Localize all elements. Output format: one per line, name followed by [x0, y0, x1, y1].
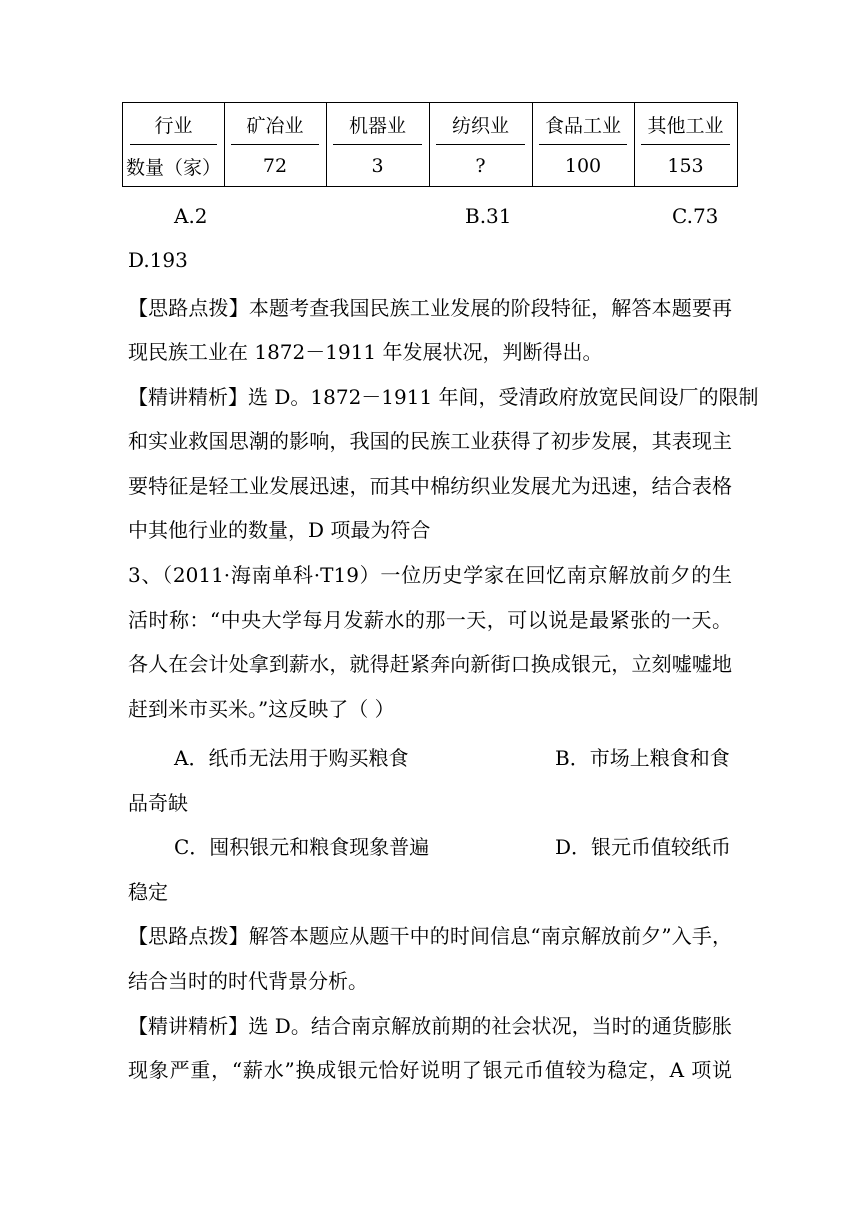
- analysis-line: 【思路点拨】本题考查我国民族工业发展的阶段特征，解答本题要再: [128, 296, 732, 320]
- cell-text: 100: [564, 155, 602, 177]
- header-text: 其他工业: [647, 114, 724, 137]
- table-cell: [429, 145, 532, 187]
- option-a: A．纸币无法用于购买粮食: [174, 746, 409, 770]
- option-d-continued: 稳定: [128, 880, 168, 904]
- table-cell: [532, 145, 634, 187]
- explanation-line: 中其他行业的数量，D 项最为符合: [128, 518, 431, 542]
- option-b: B．市场上粮食和食: [555, 746, 730, 770]
- table-cell: [326, 145, 429, 187]
- table-header-cell: [123, 103, 224, 145]
- table-cell: [123, 145, 224, 187]
- industry-table: [122, 102, 738, 187]
- option-d: D.193: [128, 248, 188, 272]
- analysis-line: 【思路点拨】解答本题应从题干中的时间信息“南京解放前夕”入手，: [128, 924, 732, 948]
- option-c: C．囤积银元和粮食现象普遍: [174, 835, 430, 859]
- explanation-line: 要特征是轻工业发展迅速，而其中棉纺织业发展尤为迅速，结合表格: [128, 474, 732, 498]
- cell-text: 3: [371, 155, 384, 177]
- option-b: B.31: [465, 204, 512, 228]
- option-a: A.2: [174, 204, 208, 228]
- cell-text: 72: [262, 155, 288, 177]
- analysis-line: 结合当时的时代背景分析。: [128, 969, 368, 993]
- table-cell: [224, 145, 326, 187]
- cell-text: 153: [667, 155, 704, 177]
- table-header-cell: [532, 103, 634, 145]
- question-line: 活时称：“中央大学每月发薪水的那一天，可以说是最紧张的一天。: [128, 608, 732, 632]
- option-c: C.73: [672, 204, 719, 228]
- table-header-row: [123, 103, 737, 145]
- table-header-cell: [429, 103, 532, 145]
- explanation-line: 和实业救国思潮的影响，我国的民族工业获得了初步发展，其表现主: [128, 429, 732, 453]
- header-text: 机器业: [348, 114, 406, 137]
- analysis-line: 现民族工业在 1872－1911 年发展状况，判断得出。: [128, 340, 603, 364]
- question-line: 赶到米市买米。”这反映了（ ）: [128, 697, 395, 721]
- table-cell: [634, 145, 737, 187]
- option-b-continued: 品奇缺: [128, 791, 188, 815]
- explanation-line: 【精讲精析】选 D。结合南京解放前期的社会状况，当时的通货膨胀: [128, 1014, 732, 1038]
- question-line: 3、（2011·海南单科·T19）一位历史学家在回忆南京解放前夕的生: [128, 563, 732, 587]
- header-text: 行业: [154, 114, 193, 137]
- header-text: 矿冶业: [246, 114, 304, 137]
- question-line: 各人在会计处拿到薪水，就得赶紧奔向新街口换成银元，立刻嘘嘘地: [128, 652, 732, 676]
- table-header-cell: [326, 103, 429, 145]
- table-row: [123, 145, 737, 187]
- header-text: 纺织业: [451, 114, 509, 137]
- header-text: 食品工业: [544, 114, 621, 137]
- option-d: D．银元币值较纸币: [555, 835, 732, 859]
- table-header-cell: [634, 103, 737, 145]
- cell-text: 数量（家）: [125, 156, 221, 179]
- table-header-cell: [224, 103, 326, 145]
- cell-text: ?: [475, 155, 486, 177]
- explanation-line: 现象严重，“薪水”换成银元恰好说明了银元币值较为稳定，A 项说: [128, 1058, 732, 1082]
- explanation-line: 【精讲精析】选 D。1872－1911 年间，受清政府放宽民间设厂的限制: [128, 385, 759, 409]
